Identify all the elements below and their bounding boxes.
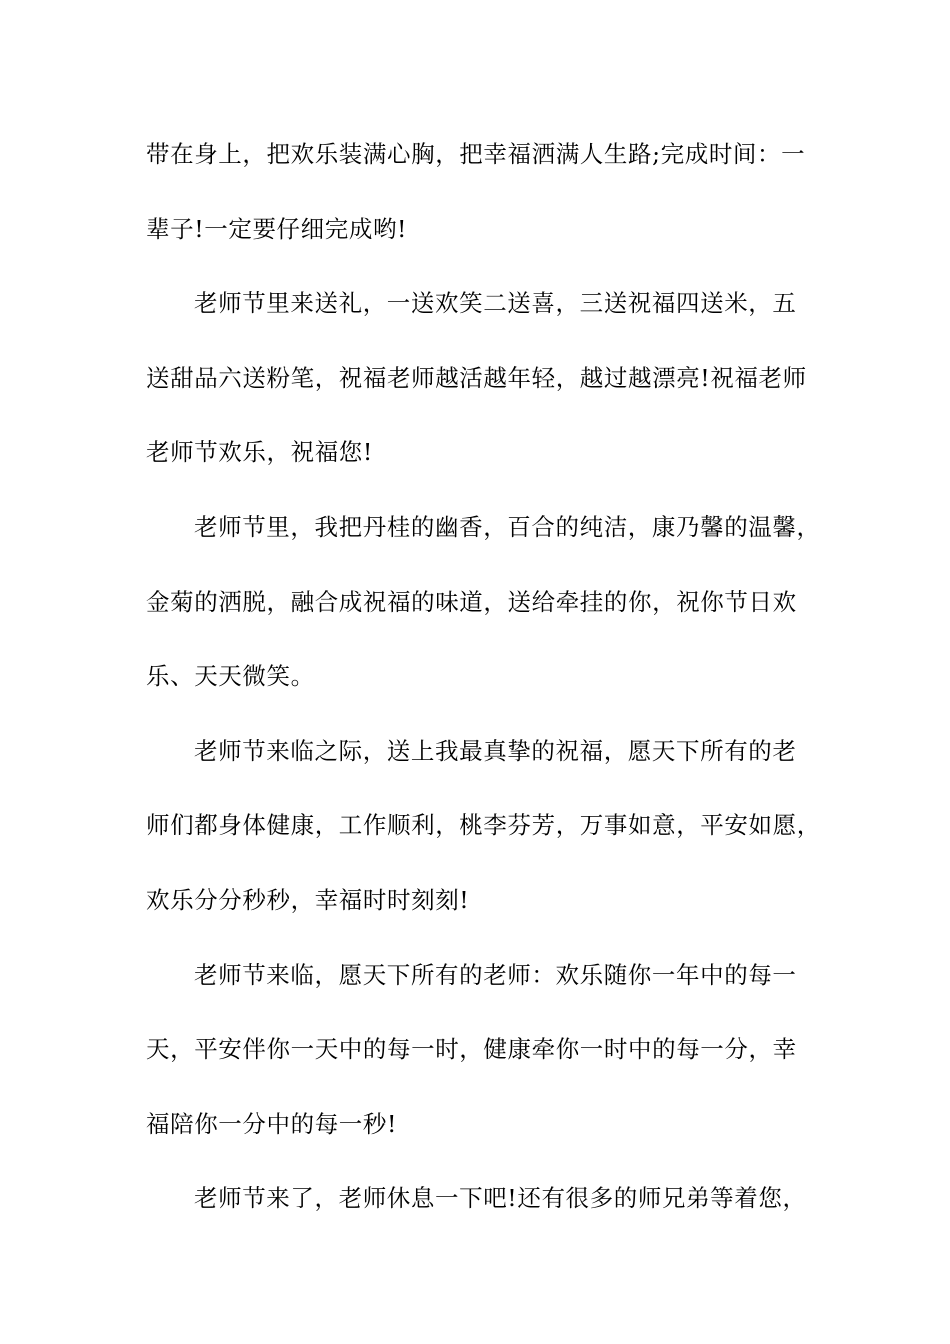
paragraph-first-line: 老师节来了，老师休息一下吧!还有很多的师兄弟等着您， [194, 1184, 807, 1213]
text-line: 辈子!一定要仔细完成哟! [146, 214, 408, 243]
text-line: 带在身上，把欢乐装满心胸，把幸福洒满人生路;完成时间：一 [146, 140, 806, 168]
text-line: 金菊的洒脱，融合成祝福的味道，送给牵挂的你，祝你节日欢 [146, 587, 797, 616]
paragraph-first-line: 老师节里，我把丹桂的幽香，百合的纯洁，康乃馨的温馨， [194, 512, 821, 541]
text-line: 欢乐分分秒秒，幸福时时刻刻! [146, 885, 470, 914]
text-line: 师们都身体健康，工作顺利，桃李芬芳，万事如意，平安如愿， [146, 811, 821, 840]
paragraph-first-line: 老师节来临，愿天下所有的老师：欢乐随你一年中的每一 [194, 960, 797, 989]
paragraph-first-line: 老师节来临之际，送上我最真挚的祝福，愿天下所有的老 [194, 736, 797, 765]
paragraph-first-line: 老师节里来送礼，一送欢笑二送喜，三送祝福四送米，五 [194, 289, 797, 318]
text-line: 天，平安伴你一天中的每一时，健康牵你一时中的每一分，幸 [146, 1035, 797, 1064]
text-line: 乐、天天微笑。 [146, 662, 315, 691]
text-line: 福陪你一分中的每一秒! [146, 1109, 398, 1138]
document-body [146, 117, 826, 1236]
text-line: 老师节欢乐，祝福您! [146, 438, 373, 467]
text-line: 送甜品六送粉笔，祝福老师越活越年轻，越过越漂亮!祝福老师 [146, 363, 807, 392]
